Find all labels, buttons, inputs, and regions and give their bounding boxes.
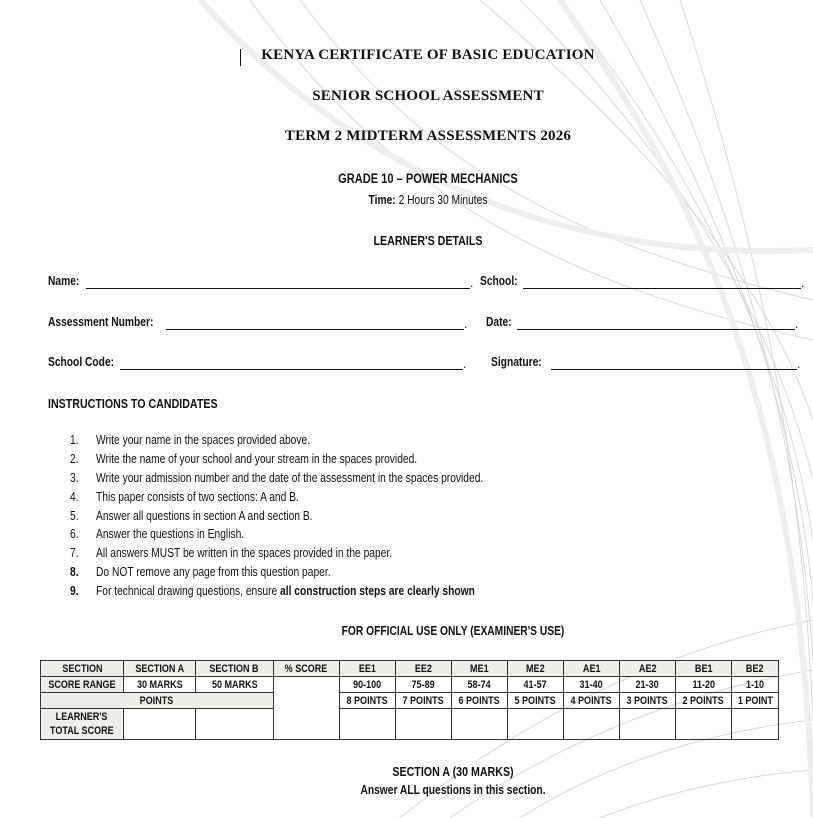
instruction-number: 1. — [70, 433, 79, 447]
table-cell: 4 POINTS — [563, 693, 619, 709]
table-cell-header: BE1 — [675, 661, 731, 677]
table-cell-header: ME1 — [451, 661, 507, 677]
header-line-1: KENYA CERTIFICATE OF BASIC EDUCATION — [261, 47, 595, 63]
signature-field[interactable] — [551, 369, 797, 370]
school-label: School: — [480, 274, 518, 288]
assessment-number-end-dot: . — [464, 317, 468, 331]
official-use-heading: FOR OFFICIAL USE ONLY (EXAMINER'S USE) — [341, 624, 565, 638]
table-cell-points-label: POINTS — [41, 693, 274, 709]
school-code-label: School Code: — [48, 355, 115, 369]
instruction-number: 5. — [70, 508, 79, 523]
signature-end-dot: . — [797, 357, 801, 371]
instruction-text: All answers MUST be written in the spaces provided in the paper. — [96, 546, 393, 561]
table-cell-header: SECTION B — [195, 661, 273, 677]
instruction-item — [70, 565, 670, 584]
section-a-subtitle: Answer ALL questions in this section. — [360, 783, 546, 797]
table-cell-learner-total-label: LEARNER'S TOTAL SCORE — [41, 709, 124, 740]
school-field[interactable] — [523, 288, 801, 289]
instruction-item — [70, 471, 670, 490]
table-cell-header: EE1 — [339, 661, 395, 677]
instruction-number: 8. — [70, 565, 79, 580]
table-cell-header: EE2 — [395, 661, 451, 677]
date-end-dot: . — [795, 317, 799, 331]
instruction-number: 2. — [70, 451, 79, 466]
instruction-item — [70, 546, 670, 565]
instruction-text: Answer all questions in section A and section B. — [96, 508, 313, 523]
time-line — [77, 193, 779, 207]
header-line-2: SENIOR SCHOOL ASSESSMENT — [312, 88, 544, 104]
school-end-dot: . — [801, 276, 805, 290]
instruction-item — [70, 527, 670, 546]
table-cell: 11-20 — [675, 677, 731, 693]
time-label: Time: — [368, 193, 396, 207]
instruction-text: Write your admission number and the date of the assessment in the spaces provided. — [96, 470, 484, 485]
instruction-item — [70, 490, 670, 509]
table-cell: 6 POINTS — [451, 693, 507, 709]
table-cell-header: SECTION — [41, 661, 124, 677]
learner-details-heading: LEARNER'S DETAILS — [373, 233, 483, 248]
table-cell: 8 POINTS — [339, 693, 395, 709]
instruction-number: 7. — [70, 546, 79, 561]
assessment-number-field[interactable] — [166, 329, 464, 330]
instruction-text: This paper consists of two sections: A and B. — [96, 489, 299, 504]
instruction-item — [70, 584, 670, 603]
table-cell: 1-10 — [731, 677, 778, 693]
table-cell-header: ME2 — [507, 661, 563, 677]
date-field[interactable] — [517, 329, 795, 330]
instructions-list — [70, 433, 670, 603]
instruction-text-with-emphasis — [96, 584, 475, 598]
ee2-score-cell[interactable] — [395, 709, 451, 740]
table-cell-header: SECTION A — [123, 661, 195, 677]
table-cell: 50 MARKS — [195, 677, 273, 693]
table-row-learner-total — [41, 709, 779, 740]
section-a-score-cell[interactable] — [123, 709, 195, 740]
instruction-item — [70, 433, 670, 452]
official-use-table — [40, 660, 779, 740]
instruction-text: Do NOT remove any page from this question paper. — [96, 565, 331, 580]
instruction-number: 3. — [70, 470, 79, 485]
table-cell-header: AE2 — [619, 661, 675, 677]
ae2-score-cell[interactable] — [619, 709, 675, 740]
instruction-item — [70, 509, 670, 528]
be2-score-cell[interactable] — [731, 709, 778, 740]
percent-score-cell[interactable] — [273, 677, 339, 740]
table-row-score-range — [41, 677, 779, 693]
instruction-item — [70, 452, 670, 471]
school-code-field[interactable] — [120, 369, 463, 370]
section-a-heading: SECTION A (30 MARKS) — [392, 764, 514, 779]
instruction-number: 6. — [70, 527, 79, 542]
header-line-3: TERM 2 MIDTERM ASSESSMENTS 2026 — [284, 128, 572, 144]
instruction-number: 4. — [70, 489, 79, 504]
table-cell-header: % SCORE — [273, 661, 339, 677]
date-label: Date: — [486, 315, 512, 329]
name-field[interactable] — [86, 288, 470, 289]
instruction-text: Write the name of your school and your stream in the spaces provided. — [96, 451, 418, 466]
signature-label: Signature: — [491, 355, 542, 369]
table-cell: 2 POINTS — [675, 693, 731, 709]
instruction-text: For technical drawing questions, ensure — [96, 584, 281, 599]
table-cell: SCORE RANGE — [41, 677, 124, 693]
school-code-end-dot: . — [463, 357, 467, 371]
name-label: Name: — [48, 274, 80, 288]
instructions-heading: INSTRUCTIONS TO CANDIDATES — [48, 396, 218, 411]
table-cell: 5 POINTS — [507, 693, 563, 709]
instruction-number: 9. — [70, 584, 79, 599]
instruction-emphasis: all construction steps are clearly shown — [280, 584, 475, 599]
me2-score-cell[interactable] — [507, 709, 563, 740]
time-value: 2 Hours 30 Minutes — [398, 193, 488, 207]
table-cell-header: AE1 — [563, 661, 619, 677]
name-end-dot: . — [470, 276, 474, 290]
table-cell: 3 POINTS — [619, 693, 675, 709]
table-cell: 1 POINT — [731, 693, 778, 709]
table-cell: 30 MARKS — [123, 677, 195, 693]
me1-score-cell[interactable] — [451, 709, 507, 740]
instruction-text: Answer the questions in English. — [96, 527, 245, 542]
ee1-score-cell[interactable] — [339, 709, 395, 740]
table-row-section — [41, 661, 779, 677]
table-cell: 90-100 — [339, 677, 395, 693]
table-cell: 41-57 — [507, 677, 563, 693]
table-cell-header: BE2 — [731, 661, 778, 677]
table-cell: 75-89 — [395, 677, 451, 693]
ae1-score-cell[interactable] — [563, 709, 619, 740]
table-row-points — [41, 693, 779, 709]
assessment-number-label: Assessment Number: — [48, 315, 154, 329]
instruction-text: Write your name in the spaces provided above. — [96, 433, 311, 447]
be1-score-cell[interactable] — [675, 709, 731, 740]
table-cell: 21-30 — [619, 677, 675, 693]
table-cell: 31-40 — [563, 677, 619, 693]
table-cell: 7 POINTS — [395, 693, 451, 709]
table-cell: 58-74 — [451, 677, 507, 693]
subject-title: GRADE 10 – POWER MECHANICS — [338, 171, 518, 186]
section-b-score-cell[interactable] — [195, 709, 273, 740]
